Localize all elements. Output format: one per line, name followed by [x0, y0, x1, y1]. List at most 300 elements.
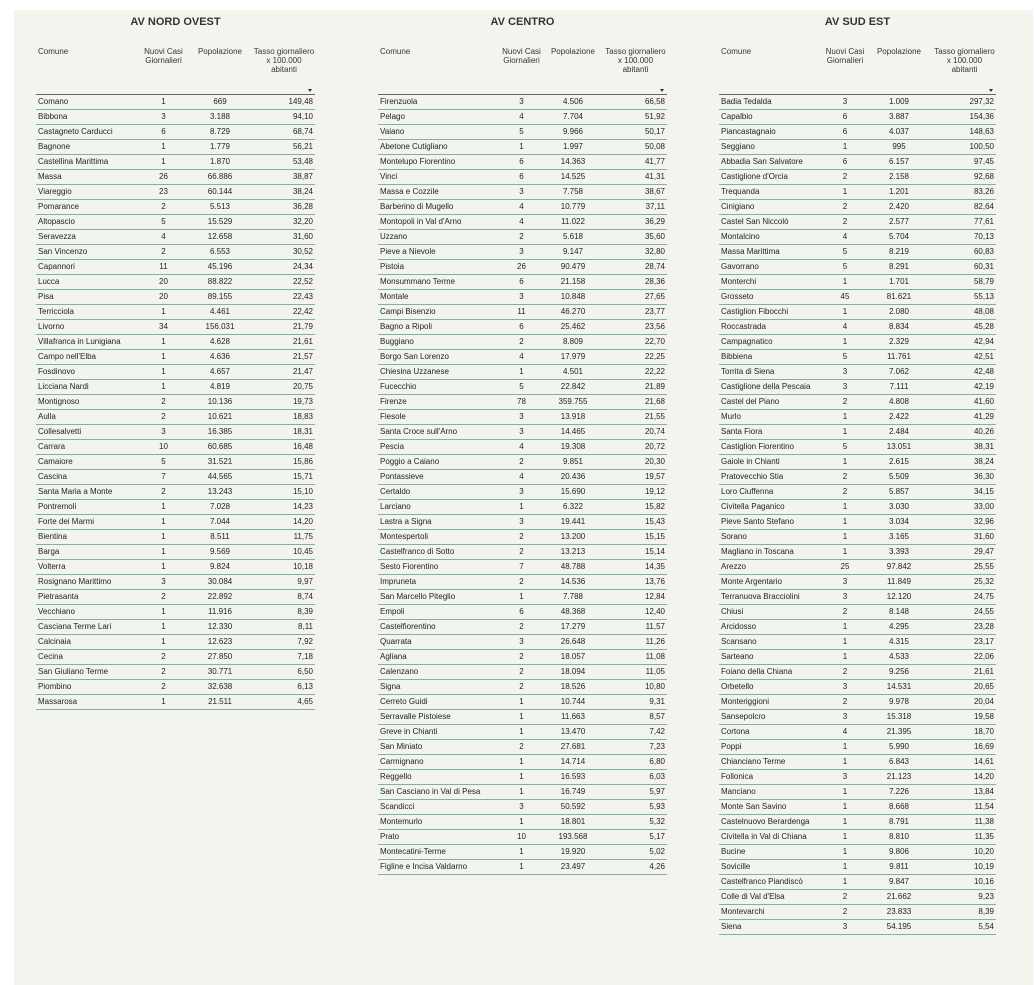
- tasso-cell: 42,94: [933, 335, 996, 350]
- popolazione-cell: 5.513: [187, 200, 253, 215]
- popolazione-cell: 8.148: [865, 605, 933, 620]
- popolazione-cell: 13.200: [542, 530, 604, 545]
- comune-cell: Comano: [36, 95, 140, 110]
- comune-cell: Poppi: [719, 740, 825, 755]
- comune-cell: Pistoia: [378, 260, 501, 275]
- tasso-cell: 38,67: [604, 185, 667, 200]
- nuovi-casi-cell: 3: [501, 185, 542, 200]
- tasso-cell: 20,30: [604, 455, 667, 470]
- table-row: [719, 755, 996, 770]
- table-row: [36, 665, 315, 680]
- nuovi-casi-cell: 5: [140, 455, 187, 470]
- popolazione-cell: 8.668: [865, 800, 933, 815]
- nuovi-casi-cell: 6: [501, 170, 542, 185]
- tasso-cell: 8,11: [253, 620, 315, 635]
- comune-cell: Campo nell'Elba: [36, 350, 140, 365]
- nuovi-casi-cell: 3: [825, 770, 865, 785]
- table-row: [378, 230, 667, 245]
- tasso-cell: 21,47: [253, 365, 315, 380]
- comune-cell: Cascina: [36, 470, 140, 485]
- sort-descending-icon[interactable]: [660, 89, 664, 92]
- comune-cell: Monte San Savino: [719, 800, 825, 815]
- popolazione-cell: 8.791: [865, 815, 933, 830]
- tasso-cell: 21,61: [253, 335, 315, 350]
- nuovi-casi-cell: 1: [825, 410, 865, 425]
- comune-cell: Borgo San Lorenzo: [378, 350, 501, 365]
- comune-cell: Torrita di Siena: [719, 365, 825, 380]
- table-row: [378, 590, 667, 605]
- header-comune[interactable]: [719, 47, 825, 95]
- table-row: [719, 815, 996, 830]
- comune-cell: Pratovecchio Stia: [719, 470, 825, 485]
- comune-cell: Fosdinovo: [36, 365, 140, 380]
- tasso-cell: 11,26: [604, 635, 667, 650]
- nuovi-casi-cell: 2: [501, 230, 542, 245]
- popolazione-cell: 11.663: [542, 710, 604, 725]
- comune-cell: Santa Fiora: [719, 425, 825, 440]
- tasso-cell: 20,74: [604, 425, 667, 440]
- popolazione-cell: 21.158: [542, 275, 604, 290]
- comune-cell: Scansano: [719, 635, 825, 650]
- header-comune-label: Comune: [38, 47, 69, 56]
- comune-cell: Abetone Cutigliano: [378, 140, 501, 155]
- tasso-cell: 9,23: [933, 890, 996, 905]
- nuovi-casi-cell: 1: [825, 185, 865, 200]
- nuovi-casi-cell: 4: [501, 200, 542, 215]
- nuovi-casi-cell: 3: [825, 710, 865, 725]
- tasso-cell: 31,60: [253, 230, 315, 245]
- table-row: [719, 620, 996, 635]
- popolazione-cell: 11.849: [865, 575, 933, 590]
- header-tasso-label: Tasso giornaliero x 100.000 abitanti: [934, 47, 995, 74]
- tasso-cell: 6,13: [253, 680, 315, 695]
- table-row: [719, 395, 996, 410]
- tasso-cell: 11,35: [933, 830, 996, 845]
- table-row: [719, 650, 996, 665]
- header-tasso[interactable]: [253, 47, 315, 95]
- popolazione-cell: 1.997: [542, 140, 604, 155]
- tasso-cell: 10,19: [933, 860, 996, 875]
- table-row: [36, 560, 315, 575]
- comune-cell: Bientina: [36, 530, 140, 545]
- table-row: [719, 605, 996, 620]
- table-row: [378, 605, 667, 620]
- popolazione-cell: 10.136: [187, 395, 253, 410]
- table-row: [719, 830, 996, 845]
- tasso-cell: 25,55: [933, 560, 996, 575]
- nuovi-casi-cell: 2: [825, 605, 865, 620]
- table-row: [719, 905, 996, 920]
- header-nuovi-casi[interactable]: [140, 47, 187, 95]
- nuovi-casi-cell: 4: [825, 320, 865, 335]
- nuovi-casi-cell: 2: [140, 680, 187, 695]
- popolazione-cell: 3.887: [865, 110, 933, 125]
- table-row: [378, 110, 667, 125]
- table-row: [378, 410, 667, 425]
- comune-cell: Colle di Val d'Elsa: [719, 890, 825, 905]
- nuovi-casi-cell: 5: [501, 125, 542, 140]
- tasso-cell: 7,18: [253, 650, 315, 665]
- nuovi-casi-cell: 2: [501, 335, 542, 350]
- sort-descending-icon[interactable]: [308, 89, 312, 92]
- nuovi-casi-cell: 1: [825, 860, 865, 875]
- tasso-cell: 15,71: [253, 470, 315, 485]
- comune-cell: Cerreto Guidi: [378, 695, 501, 710]
- nuovi-casi-cell: 2: [501, 650, 542, 665]
- comune-cell: Uzzano: [378, 230, 501, 245]
- table-row: [36, 155, 315, 170]
- comune-cell: Barberino di Mugello: [378, 200, 501, 215]
- table-row: [719, 440, 996, 455]
- tasso-cell: 21,68: [604, 395, 667, 410]
- popolazione-cell: 16.385: [187, 425, 253, 440]
- table-row: [719, 200, 996, 215]
- popolazione-cell: 30.771: [187, 665, 253, 680]
- comune-cell: Foiano della Chiana: [719, 665, 825, 680]
- table-row: [719, 680, 996, 695]
- tasso-cell: 82,64: [933, 200, 996, 215]
- table-row: [719, 110, 996, 125]
- comune-cell: Castiglione della Pescaia: [719, 380, 825, 395]
- popolazione-cell: 5.857: [865, 485, 933, 500]
- tasso-cell: 36,29: [604, 215, 667, 230]
- comune-cell: Sarteano: [719, 650, 825, 665]
- table-row: [36, 200, 315, 215]
- comune-cell: Montevarchi: [719, 905, 825, 920]
- table-row: [378, 665, 667, 680]
- comune-cell: Sesto Fiorentino: [378, 560, 501, 575]
- table-row: [378, 545, 667, 560]
- table-row: [719, 920, 996, 935]
- nuovi-casi-cell: 4: [501, 110, 542, 125]
- popolazione-cell: 5.704: [865, 230, 933, 245]
- header-tasso[interactable]: [933, 47, 996, 95]
- nuovi-casi-cell: 1: [140, 605, 187, 620]
- tasso-cell: 148,63: [933, 125, 996, 140]
- sort-descending-icon[interactable]: [989, 89, 993, 92]
- popolazione-cell: 9.824: [187, 560, 253, 575]
- popolazione-cell: 4.501: [542, 365, 604, 380]
- popolazione-cell: 6.553: [187, 245, 253, 260]
- table-row: [378, 425, 667, 440]
- comune-cell: Monsummano Terme: [378, 275, 501, 290]
- nuovi-casi-cell: 2: [140, 245, 187, 260]
- nuovi-casi-cell: 6: [501, 155, 542, 170]
- comune-cell: Badia Tedalda: [719, 95, 825, 110]
- nuovi-casi-cell: 4: [140, 230, 187, 245]
- table-row: [719, 455, 996, 470]
- comune-cell: Livorno: [36, 320, 140, 335]
- nuovi-casi-cell: 6: [825, 110, 865, 125]
- popolazione-cell: 7.028: [187, 500, 253, 515]
- table-row: [378, 260, 667, 275]
- table-row: [719, 230, 996, 245]
- table-row: [719, 95, 996, 110]
- table-row: [378, 305, 667, 320]
- comune-cell: Capalbio: [719, 110, 825, 125]
- table-row: [719, 800, 996, 815]
- comune-cell: Viareggio: [36, 185, 140, 200]
- comune-cell: Cortona: [719, 725, 825, 740]
- tasso-cell: 31,60: [933, 530, 996, 545]
- area-title: AV NORD OVEST: [130, 16, 221, 28]
- popolazione-cell: 4.808: [865, 395, 933, 410]
- comune-cell: Chiusi: [719, 605, 825, 620]
- header-popolazione[interactable]: [542, 47, 604, 95]
- comune-cell: Abbadia San Salvatore: [719, 155, 825, 170]
- nuovi-casi-cell: 1: [501, 860, 542, 875]
- table-row: [36, 185, 315, 200]
- comune-cell: Pieve a Nievole: [378, 245, 501, 260]
- page: [14, 10, 1033, 985]
- popolazione-cell: 3.165: [865, 530, 933, 545]
- nuovi-casi-cell: 3: [825, 575, 865, 590]
- popolazione-cell: 9.847: [865, 875, 933, 890]
- tasso-cell: 16,69: [933, 740, 996, 755]
- header-comune[interactable]: [36, 47, 140, 95]
- nuovi-casi-cell: 3: [501, 95, 542, 110]
- area-nord-ovest: [36, 10, 315, 710]
- tasso-cell: 18,31: [253, 425, 315, 440]
- tasso-cell: 41,29: [933, 410, 996, 425]
- table-row: [378, 515, 667, 530]
- popolazione-cell: 7.111: [865, 380, 933, 395]
- popolazione-cell: 21.511: [187, 695, 253, 710]
- nuovi-casi-cell: 2: [825, 470, 865, 485]
- tasso-cell: 11,75: [253, 530, 315, 545]
- popolazione-cell: 4.657: [187, 365, 253, 380]
- table-row: [36, 485, 315, 500]
- tasso-cell: 10,80: [604, 680, 667, 695]
- comune-cell: Pescia: [378, 440, 501, 455]
- popolazione-cell: 11.761: [865, 350, 933, 365]
- nuovi-casi-cell: 4: [825, 230, 865, 245]
- popolazione-cell: 14.363: [542, 155, 604, 170]
- tasso-cell: 14,20: [933, 770, 996, 785]
- tasso-cell: 29,47: [933, 545, 996, 560]
- nuovi-casi-cell: 1: [140, 635, 187, 650]
- popolazione-cell: 81.621: [865, 290, 933, 305]
- comune-cell: San Marcello Piteglio: [378, 590, 501, 605]
- nuovi-casi-cell: 7: [140, 470, 187, 485]
- nuovi-casi-cell: 25: [825, 560, 865, 575]
- popolazione-cell: 50.592: [542, 800, 604, 815]
- header-nuovi-casi[interactable]: [825, 47, 865, 95]
- nuovi-casi-cell: 10: [501, 830, 542, 845]
- comune-cell: Gaiole in Chianti: [719, 455, 825, 470]
- tasso-cell: 5,17: [604, 830, 667, 845]
- tasso-cell: 22,42: [253, 305, 315, 320]
- tasso-cell: 8,39: [933, 905, 996, 920]
- comune-cell: Firenze: [378, 395, 501, 410]
- table-row: [36, 515, 315, 530]
- nuovi-casi-cell: 1: [825, 740, 865, 755]
- tasso-cell: 5,97: [604, 785, 667, 800]
- table-row: [36, 440, 315, 455]
- nuovi-casi-cell: 2: [140, 395, 187, 410]
- nuovi-casi-cell: 1: [825, 500, 865, 515]
- nuovi-casi-cell: 1: [501, 590, 542, 605]
- tasso-cell: 38,87: [253, 170, 315, 185]
- tasso-cell: 25,32: [933, 575, 996, 590]
- tasso-cell: 94,10: [253, 110, 315, 125]
- table-row: [719, 425, 996, 440]
- table-row: [719, 275, 996, 290]
- nuovi-casi-cell: 45: [825, 290, 865, 305]
- comune-cell: Roccastrada: [719, 320, 825, 335]
- tasso-cell: 58,79: [933, 275, 996, 290]
- tasso-cell: 97,45: [933, 155, 996, 170]
- header-comune[interactable]: [378, 47, 501, 95]
- nuovi-casi-cell: 3: [825, 95, 865, 110]
- tasso-cell: 5,32: [604, 815, 667, 830]
- tasso-cell: 92,68: [933, 170, 996, 185]
- popolazione-cell: 9.978: [865, 695, 933, 710]
- tasso-cell: 5,54: [933, 920, 996, 935]
- comune-cell: San Giuliano Terme: [36, 665, 140, 680]
- comune-cell: Sovicille: [719, 860, 825, 875]
- tasso-cell: 32,80: [604, 245, 667, 260]
- nuovi-casi-cell: 1: [140, 305, 187, 320]
- nuovi-casi-cell: 2: [140, 410, 187, 425]
- popolazione-cell: 2.080: [865, 305, 933, 320]
- table-row: [36, 350, 315, 365]
- table-row: [378, 395, 667, 410]
- nuovi-casi-cell: 1: [501, 725, 542, 740]
- comune-cell: Piancastagnaio: [719, 125, 825, 140]
- header-popolazione[interactable]: [187, 47, 253, 95]
- tasso-cell: 9,97: [253, 575, 315, 590]
- table-row: [378, 530, 667, 545]
- tasso-cell: 19,57: [604, 470, 667, 485]
- table-row: [378, 860, 667, 875]
- table-row: [719, 515, 996, 530]
- area-centro: [378, 10, 667, 875]
- table-row: [378, 710, 667, 725]
- popolazione-cell: 14.465: [542, 425, 604, 440]
- nuovi-casi-cell: 1: [825, 305, 865, 320]
- popolazione-cell: 19.308: [542, 440, 604, 455]
- header-popolazione[interactable]: [865, 47, 933, 95]
- nuovi-casi-cell: 2: [825, 200, 865, 215]
- tasso-cell: 24,55: [933, 605, 996, 620]
- nuovi-casi-cell: 1: [501, 755, 542, 770]
- table-row: [719, 560, 996, 575]
- comune-cell: Pelago: [378, 110, 501, 125]
- comune-cell: Piombino: [36, 680, 140, 695]
- tasso-cell: 10,16: [933, 875, 996, 890]
- popolazione-cell: 6.157: [865, 155, 933, 170]
- nuovi-casi-cell: 3: [140, 110, 187, 125]
- comune-cell: Civitella Paganico: [719, 500, 825, 515]
- nuovi-casi-cell: 1: [140, 140, 187, 155]
- table-row: [719, 545, 996, 560]
- tasso-cell: 21,79: [253, 320, 315, 335]
- tasso-cell: 16,48: [253, 440, 315, 455]
- tasso-cell: 19,73: [253, 395, 315, 410]
- comune-cell: Massa e Cozzile: [378, 185, 501, 200]
- popolazione-cell: 23.497: [542, 860, 604, 875]
- table-row: [719, 575, 996, 590]
- comune-cell: Buggiano: [378, 335, 501, 350]
- table-header-row: [719, 47, 996, 95]
- comune-cell: Pontassieve: [378, 470, 501, 485]
- comune-cell: Arezzo: [719, 560, 825, 575]
- popolazione-cell: 2.577: [865, 215, 933, 230]
- comune-cell: Fucecchio: [378, 380, 501, 395]
- nuovi-casi-cell: 5: [501, 380, 542, 395]
- popolazione-cell: 13.470: [542, 725, 604, 740]
- header-popolazione-label: Popolazione: [197, 47, 243, 56]
- tasso-cell: 21,89: [604, 380, 667, 395]
- nuovi-casi-cell: 4: [501, 470, 542, 485]
- nuovi-casi-cell: 1: [825, 815, 865, 830]
- nuovi-casi-cell: 1: [501, 815, 542, 830]
- popolazione-cell: 7.758: [542, 185, 604, 200]
- table-row: [378, 215, 667, 230]
- nuovi-casi-cell: 1: [825, 800, 865, 815]
- comune-cell: Fiesole: [378, 410, 501, 425]
- comune-cell: Castel San Niccolò: [719, 215, 825, 230]
- nuovi-casi-cell: 6: [825, 155, 865, 170]
- table-row: [36, 305, 315, 320]
- popolazione-cell: 4.506: [542, 95, 604, 110]
- table-row: [719, 860, 996, 875]
- nuovi-casi-cell: 2: [825, 905, 865, 920]
- comune-cell: Calcinaia: [36, 635, 140, 650]
- tasso-cell: 22,70: [604, 335, 667, 350]
- tasso-cell: 50,17: [604, 125, 667, 140]
- nuovi-casi-cell: 1: [140, 500, 187, 515]
- comune-cell: Larciano: [378, 500, 501, 515]
- table-row: [719, 170, 996, 185]
- comune-cell: Rosignano Marittimo: [36, 575, 140, 590]
- header-nuovi-casi[interactable]: [501, 47, 542, 95]
- tasso-cell: 18,83: [253, 410, 315, 425]
- header-popolazione-label: Popolazione: [550, 47, 596, 56]
- popolazione-cell: 46.270: [542, 305, 604, 320]
- header-tasso[interactable]: [604, 47, 667, 95]
- table-row: [378, 485, 667, 500]
- tasso-cell: 297,32: [933, 95, 996, 110]
- table-row: [36, 335, 315, 350]
- tasso-cell: 35,60: [604, 230, 667, 245]
- popolazione-cell: 31.521: [187, 455, 253, 470]
- nuovi-casi-cell: 26: [501, 260, 542, 275]
- tasso-cell: 100,50: [933, 140, 996, 155]
- nuovi-casi-cell: 3: [501, 410, 542, 425]
- comune-cell: Casciana Terme Lari: [36, 620, 140, 635]
- comune-cell: Campagnatico: [719, 335, 825, 350]
- popolazione-cell: 11.022: [542, 215, 604, 230]
- nuovi-casi-cell: 3: [825, 920, 865, 935]
- comune-cell: Serravalle Pistoiese: [378, 710, 501, 725]
- tasso-cell: 27,65: [604, 290, 667, 305]
- comune-cell: Montalcino: [719, 230, 825, 245]
- nuovi-casi-cell: 1: [501, 845, 542, 860]
- table-row: [378, 635, 667, 650]
- table-row: [719, 155, 996, 170]
- header-tasso-label: Tasso giornaliero x 100.000 abitanti: [253, 47, 315, 74]
- comune-cell: Vecchiano: [36, 605, 140, 620]
- popolazione-cell: 10.848: [542, 290, 604, 305]
- table-row: [36, 695, 315, 710]
- nuovi-casi-cell: 2: [140, 485, 187, 500]
- tasso-cell: 8,39: [253, 605, 315, 620]
- comune-cell: Impruneta: [378, 575, 501, 590]
- table-row: [36, 125, 315, 140]
- table-row: [719, 260, 996, 275]
